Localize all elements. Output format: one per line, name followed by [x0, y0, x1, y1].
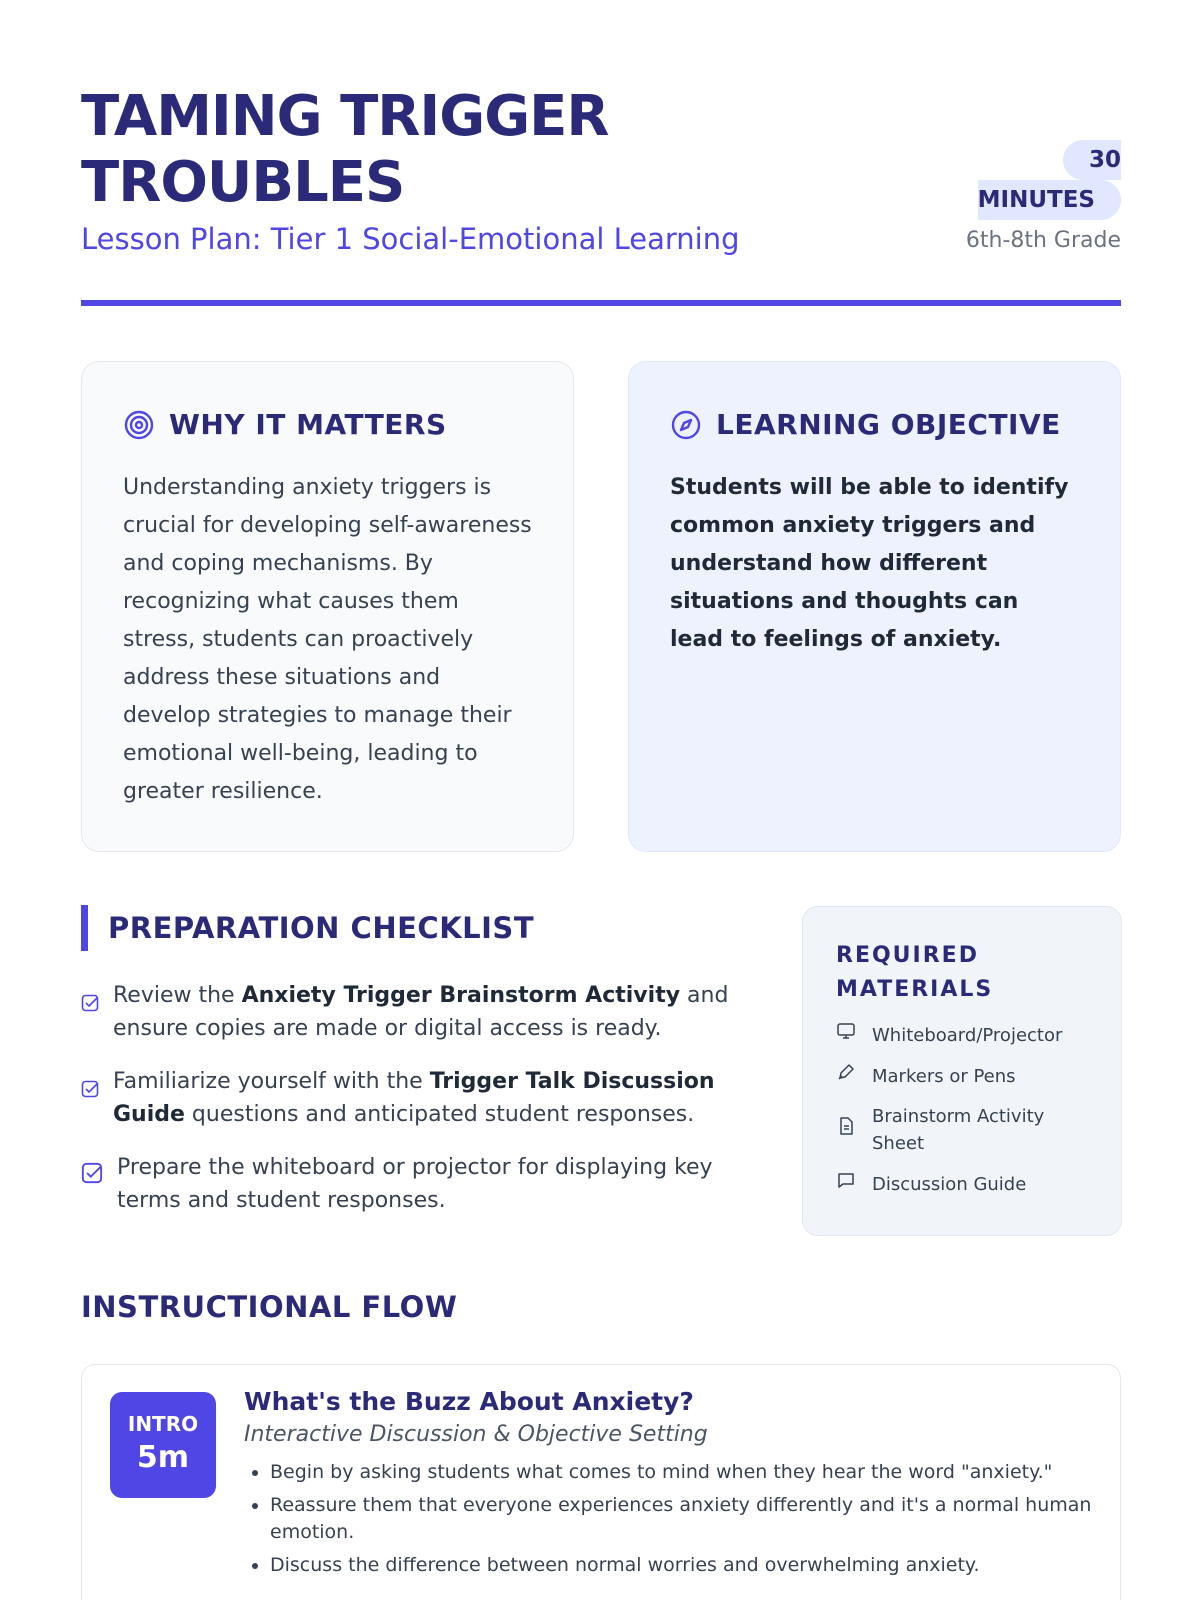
checklist-item: Familiarize yourself with the Trigger Talk Discussion Guide questions and anticipated student responses.	[81, 1065, 731, 1131]
why-it-matters-card	[81, 361, 574, 852]
duration-block	[966, 140, 1121, 253]
grade-level: 6th-8th Grade	[965, 228, 1121, 253]
learning-objective-body: Students will be able to identify common anxiety triggers and understand how different situations and thoughts can lead to feelings of anxiety.	[670, 475, 1069, 652]
step-bullet: • Discuss the difference between normal worries and overwhelming anxiety.	[270, 1552, 1094, 1579]
learning-objective-card	[628, 361, 1121, 852]
preparation-title: PREPARATION CHECKLIST	[81, 905, 731, 951]
step-bullet: • Reassure them that everyone experiences anxiety differently and it's a normal human emotion.	[270, 1492, 1094, 1546]
checklist-item: Review the Anxiety Trigger Brainstorm Activity and ensure copies are made or digital access is ready.	[81, 979, 731, 1045]
page-header	[81, 84, 1121, 304]
material-item: Brainstorm Activity Sheet	[836, 1103, 1088, 1157]
compass-icon	[670, 409, 702, 441]
materials-title: REQUIRED MATERIALS	[836, 943, 994, 1002]
step-badge	[110, 1392, 216, 1498]
flow-step-card	[81, 1364, 1121, 1600]
page-title: TAMING TRIGGER TROUBLES	[81, 84, 609, 215]
why-it-matters-title: WHY IT MATTERS	[169, 408, 447, 441]
step-title: What's the Buzz About Anxiety?	[244, 1387, 694, 1416]
learning-objective-title: LEARNING OBJECTIVE	[716, 408, 1061, 441]
checklist	[81, 979, 731, 1217]
why-it-matters-body: Understanding anxiety triggers is crucial for developing self-awareness and coping mechanisms. By recognizing what causes them stress, students can proactively address these situations and develop strategies to manage their emotional well-being, leading to greater resilience.	[123, 475, 532, 804]
duration-unit: MINUTES	[978, 180, 1121, 220]
page-subtitle: Lesson Plan: Tier 1 Social-Emotional Learning	[81, 222, 740, 256]
duration-number: 30	[1063, 140, 1121, 180]
checkbox-checked-icon	[81, 1161, 103, 1217]
document-icon	[836, 1116, 856, 1144]
target-icon	[123, 409, 155, 441]
checklist-item: Prepare the whiteboard or projector for displaying key terms and student responses.	[81, 1151, 731, 1217]
materials-list	[836, 1021, 1088, 1198]
header-divider	[81, 300, 1121, 306]
instructional-flow-title: INSTRUCTIONAL FLOW	[81, 1290, 458, 1324]
step-time: 5m	[136, 1440, 190, 1475]
checkbox-checked-icon	[81, 1075, 99, 1131]
material-item: Discussion Guide	[836, 1170, 1088, 1198]
checkbox-checked-icon	[81, 989, 99, 1045]
message-icon	[836, 1170, 856, 1198]
pen-icon	[836, 1062, 856, 1090]
step-label: INTRO	[127, 1412, 199, 1436]
step-bullets	[244, 1459, 1094, 1579]
duration-badge	[966, 140, 1121, 220]
material-item: Whiteboard/Projector	[836, 1021, 1088, 1049]
material-item: Markers or Pens	[836, 1062, 1088, 1090]
monitor-icon	[836, 1021, 856, 1049]
required-materials-card	[802, 906, 1122, 1236]
step-bullet: • Begin by asking students what comes to mind when they hear the word "anxiety."	[270, 1459, 1094, 1486]
preparation-checklist	[81, 905, 731, 1237]
step-subtitle: Interactive Discussion & Objective Setting	[244, 1422, 708, 1447]
